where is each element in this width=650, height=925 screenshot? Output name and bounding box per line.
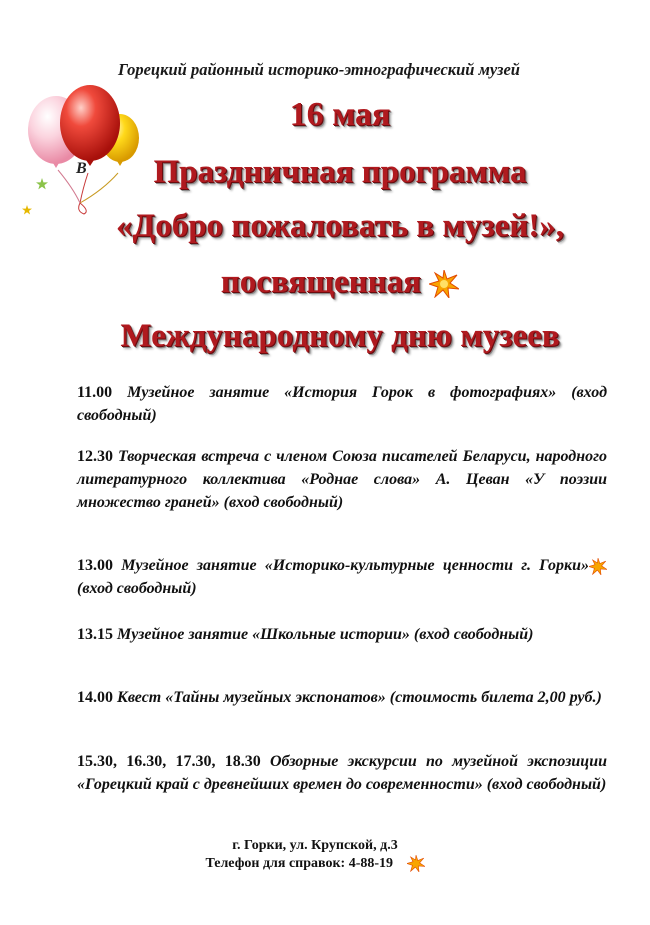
schedule-item xyxy=(77,554,607,600)
footer xyxy=(150,837,480,873)
schedule-text: Музейное занятие «История Горок в фотографиях» (вход свободный) xyxy=(77,384,608,424)
schedule-time: 11.00 xyxy=(77,384,113,401)
starburst-icon xyxy=(589,558,607,575)
schedule-text-suffix: (вход свободный) xyxy=(77,580,197,597)
schedule-time: 13.15 xyxy=(77,626,113,643)
stray-letter: В xyxy=(76,160,87,177)
schedule-item xyxy=(77,381,607,427)
title-line-2: «Добро пожаловать в музей!», xyxy=(116,208,564,244)
schedule-text: Музейное занятие «Историко-культурные ценности г. Горки» xyxy=(121,557,590,574)
event-date: 16 мая xyxy=(289,96,391,133)
address: г. Горки, ул. Крупской, д.3 xyxy=(232,838,398,853)
title-line-4: Международному дню музеев xyxy=(120,318,560,354)
title-line-1: Праздничная программа xyxy=(153,154,527,190)
schedule-time: 12.30 xyxy=(77,448,113,465)
schedule-text: Музейное занятие «Школьные истории» (вход свободный) xyxy=(117,626,534,643)
phone: Телефон для справок: 4-88-19 xyxy=(205,856,394,871)
title-line-3 xyxy=(60,266,620,299)
schedule-time: 15.30, 16.30, 17.30, 18.30 xyxy=(77,753,261,770)
starburst-icon xyxy=(429,270,459,298)
title-line-3-text: посвященная xyxy=(220,264,422,300)
schedule-text: Квест «Тайны музейных экспонатов» (стоимость билета 2,00 руб.) xyxy=(117,689,602,706)
schedule-item xyxy=(77,445,607,514)
schedule-time: 13.00 xyxy=(77,557,113,574)
schedule-time: 14.00 xyxy=(77,689,113,706)
phone-line xyxy=(150,855,480,873)
schedule-item xyxy=(77,686,607,709)
schedule-item xyxy=(77,623,607,646)
schedule-text: Обзорные экскурсии по музейной экспозиции «Горецкий край с древнейших времен до современности» (вход свободный) xyxy=(77,753,607,793)
schedule-item xyxy=(77,750,607,796)
schedule-text: Творческая встреча с членом Союза писателей Беларуси, народного литературного коллектива «Роднае слова» А. Цеван «У поэзии множество граней» (вход свободный) xyxy=(77,448,607,511)
museum-name: Горецкий районный историко-этнографический музей xyxy=(118,60,520,79)
small-star-icon xyxy=(22,205,32,215)
small-star-icon xyxy=(36,178,48,190)
starburst-icon xyxy=(407,855,425,872)
